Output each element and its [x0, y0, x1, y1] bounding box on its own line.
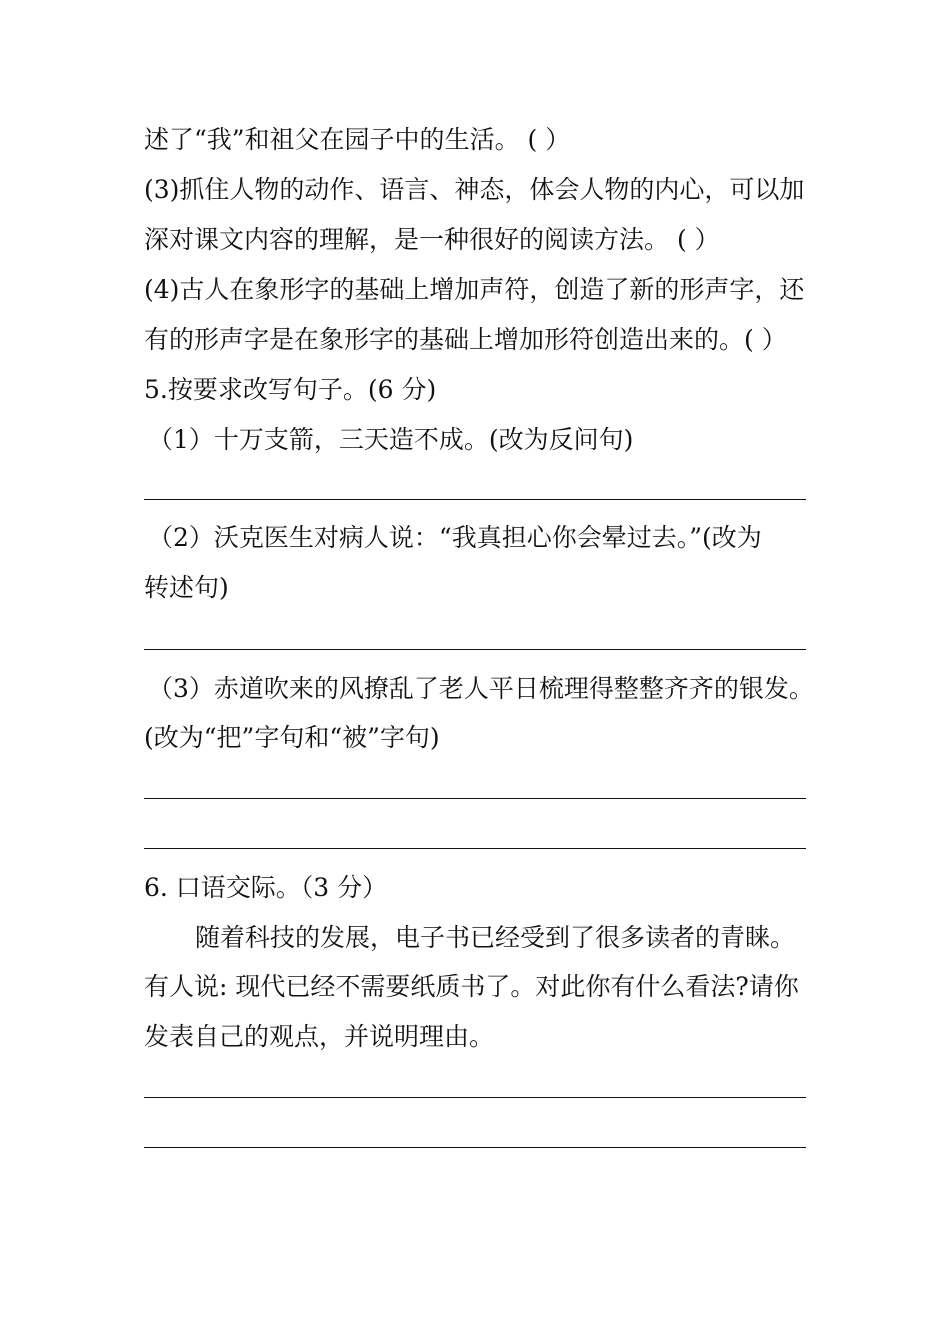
q4-line-5: 有的形声字是在象形字的基础上增加形符创造出来的。( ）: [144, 325, 787, 354]
q6-paragraph-line-2: 有人说: 现代已经不需要纸质书了。对此你有什么看法?请你: [144, 972, 799, 1001]
q6-paragraph-line-3: 发表自己的观点，并说明理由。: [144, 1022, 495, 1051]
q5-item-2-line-2: 转述句): [144, 573, 229, 602]
q4-line-1: 述了“我”和祖父在园子中的生活。 ( ）: [144, 125, 571, 154]
q5-item-2-line-1: （2）沃克医生对病人说：“我真担心你会晕过去。”(改为: [148, 523, 762, 552]
q4-line-3: 深对课文内容的理解，是一种很好的阅读方法。 ( ）: [144, 225, 720, 254]
q4-line-4: (4)古人在象形字的基础上增加声符，创造了新的形声字，还: [144, 275, 805, 304]
q5-item-3-line-1: （3）赤道吹来的风撩乱了老人平日梳理得整整齐齐的银发。: [148, 674, 814, 703]
q5-item-3-line-2: (改为“把”字句和“被”字句): [144, 723, 440, 752]
answer-line-4[interactable]: [144, 848, 806, 849]
answer-line-2[interactable]: [144, 649, 806, 650]
q6-paragraph-line-1: 随着科技的发展，电子书已经受到了很多读者的青睐。: [195, 923, 796, 952]
answer-line-6[interactable]: [144, 1147, 806, 1148]
q5-title: 5.按要求改写句子。(6 分): [144, 375, 437, 404]
q4-line-2: (3)抓住人物的动作、语言、神态，体会人物的内心，可以加: [144, 175, 805, 204]
answer-line-5[interactable]: [144, 1097, 806, 1098]
answer-line-3[interactable]: [144, 798, 806, 799]
q6-title: 6. 口语交际。（3 分）: [144, 873, 388, 902]
q5-item-1: （1）十万支箭，三天造不成。(改为反问句): [148, 425, 634, 454]
answer-line-1[interactable]: [144, 499, 806, 500]
